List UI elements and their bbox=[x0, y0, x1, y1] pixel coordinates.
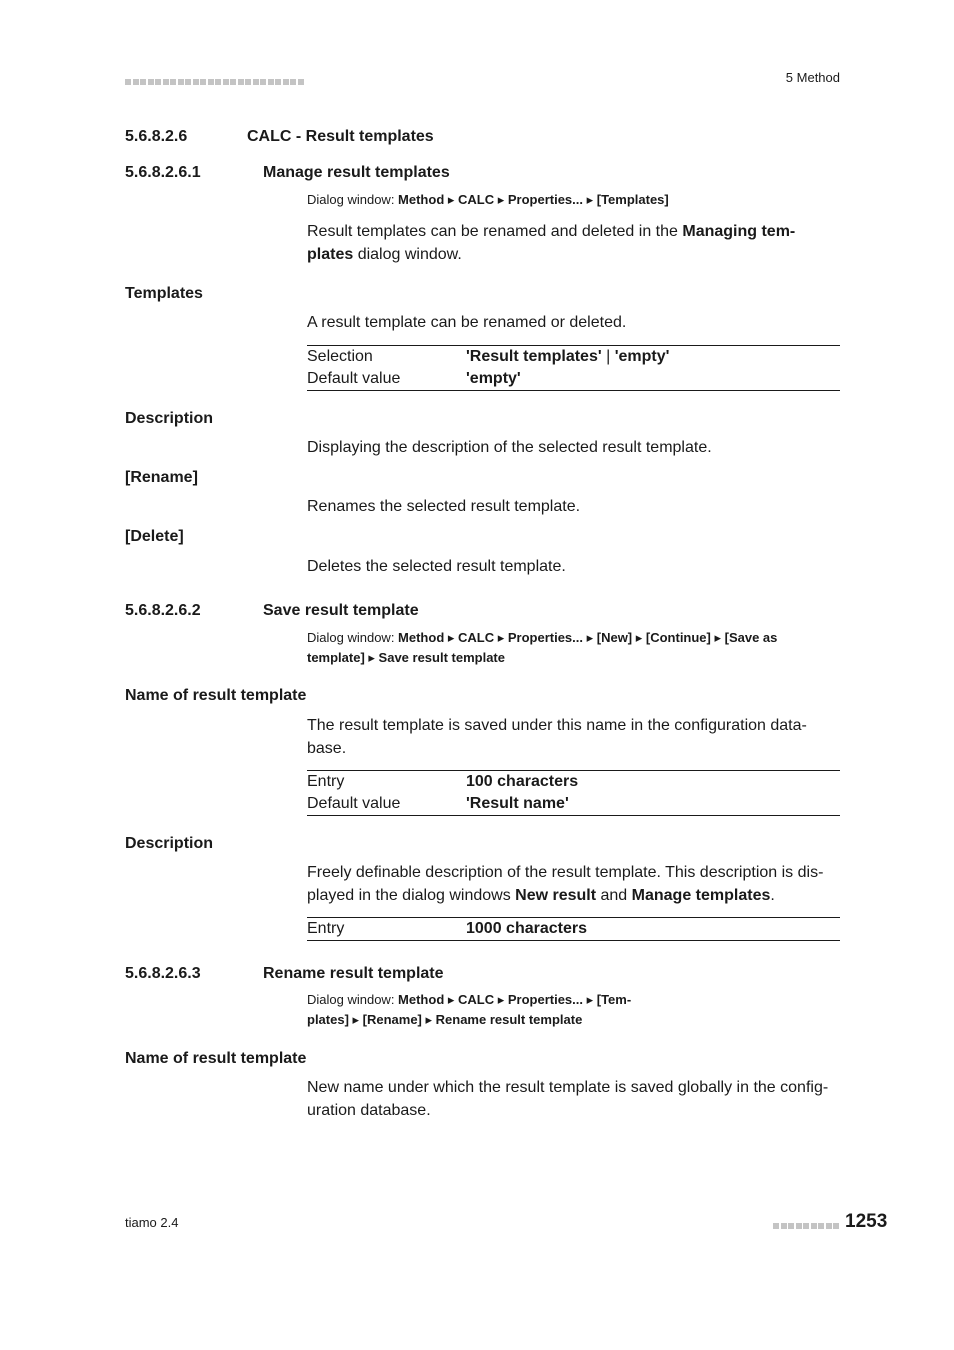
param-text: Deletes the selected result template. bbox=[307, 558, 566, 575]
param-text: A result template can be renamed or deleted. bbox=[307, 314, 627, 331]
param-key: Selection bbox=[307, 348, 373, 365]
param-text: The result template is saved under this name in the configuration data- base. bbox=[307, 717, 807, 757]
param-key: Default value bbox=[307, 370, 401, 387]
table-row bbox=[307, 346, 840, 369]
section-title: Save result template bbox=[263, 602, 419, 619]
param-key: Default value bbox=[307, 795, 401, 812]
section-title: Rename result template bbox=[263, 965, 444, 982]
table-row bbox=[307, 368, 840, 391]
param-table bbox=[307, 770, 840, 816]
param-text: New name under which the result template is saved globally in the config- uration database. bbox=[307, 1079, 829, 1119]
table-row bbox=[307, 918, 840, 941]
param-value: 'Result templates' | 'empty' bbox=[466, 348, 670, 365]
table-row bbox=[307, 771, 840, 794]
intro-text: Result templates can be renamed and deleted in the Managing tem- plates dialog window. bbox=[307, 223, 796, 263]
param-key: Entry bbox=[307, 773, 345, 790]
section-title: CALC - Result templates bbox=[247, 128, 434, 145]
param-text: Renames the selected result template. bbox=[307, 498, 581, 515]
param-value: 100 characters bbox=[466, 773, 579, 790]
param-label: Description bbox=[125, 835, 214, 852]
page-number: 1253 bbox=[845, 1211, 888, 1232]
param-value: 'empty' bbox=[466, 370, 521, 387]
table-row bbox=[307, 793, 840, 816]
dialog-path: Dialog window: Method ▸ CALC ▸ Properties... ▸ [New] ▸ [Continue] ▸ [Save as template] ▸ Save result template bbox=[307, 630, 778, 665]
chapter-header: 5 Method bbox=[785, 70, 840, 85]
param-label: [Delete] bbox=[125, 528, 184, 545]
param-text: Displaying the description of the selected result template. bbox=[307, 439, 712, 456]
param-key: Entry bbox=[307, 920, 345, 937]
param-label: Name of result template bbox=[125, 687, 307, 704]
param-table bbox=[307, 917, 840, 941]
dialog-path: Dialog window: Method ▸ CALC ▸ Properties... ▸ [Tem- plates] ▸ [Rename] ▸ Rename result template bbox=[307, 992, 632, 1027]
product-name: tiamo 2.4 bbox=[125, 1215, 179, 1230]
param-label: Name of result template bbox=[125, 1050, 307, 1067]
param-value: 1000 characters bbox=[466, 920, 587, 937]
param-label: Description bbox=[125, 410, 214, 427]
section-number: 5.6.8.2.6 bbox=[125, 128, 188, 145]
section-number: 5.6.8.2.6.2 bbox=[125, 602, 201, 619]
header-decoration bbox=[125, 73, 305, 91]
param-text: Freely definable description of the result template. This description is dis- played in the dialog windows New result and Manage templates. bbox=[307, 864, 824, 904]
dialog-path: Dialog window: Method ▸ CALC ▸ Properties... ▸ [Templates] bbox=[307, 192, 669, 207]
param-label: [Rename] bbox=[125, 469, 198, 486]
section-number: 5.6.8.2.6.1 bbox=[125, 164, 201, 181]
param-label: Templates bbox=[125, 285, 203, 302]
param-value: 'Result name' bbox=[466, 795, 569, 812]
section-number: 5.6.8.2.6.3 bbox=[125, 965, 201, 982]
param-table bbox=[307, 345, 840, 391]
footer-decoration bbox=[773, 1217, 841, 1235]
section-title: Manage result templates bbox=[263, 164, 450, 181]
